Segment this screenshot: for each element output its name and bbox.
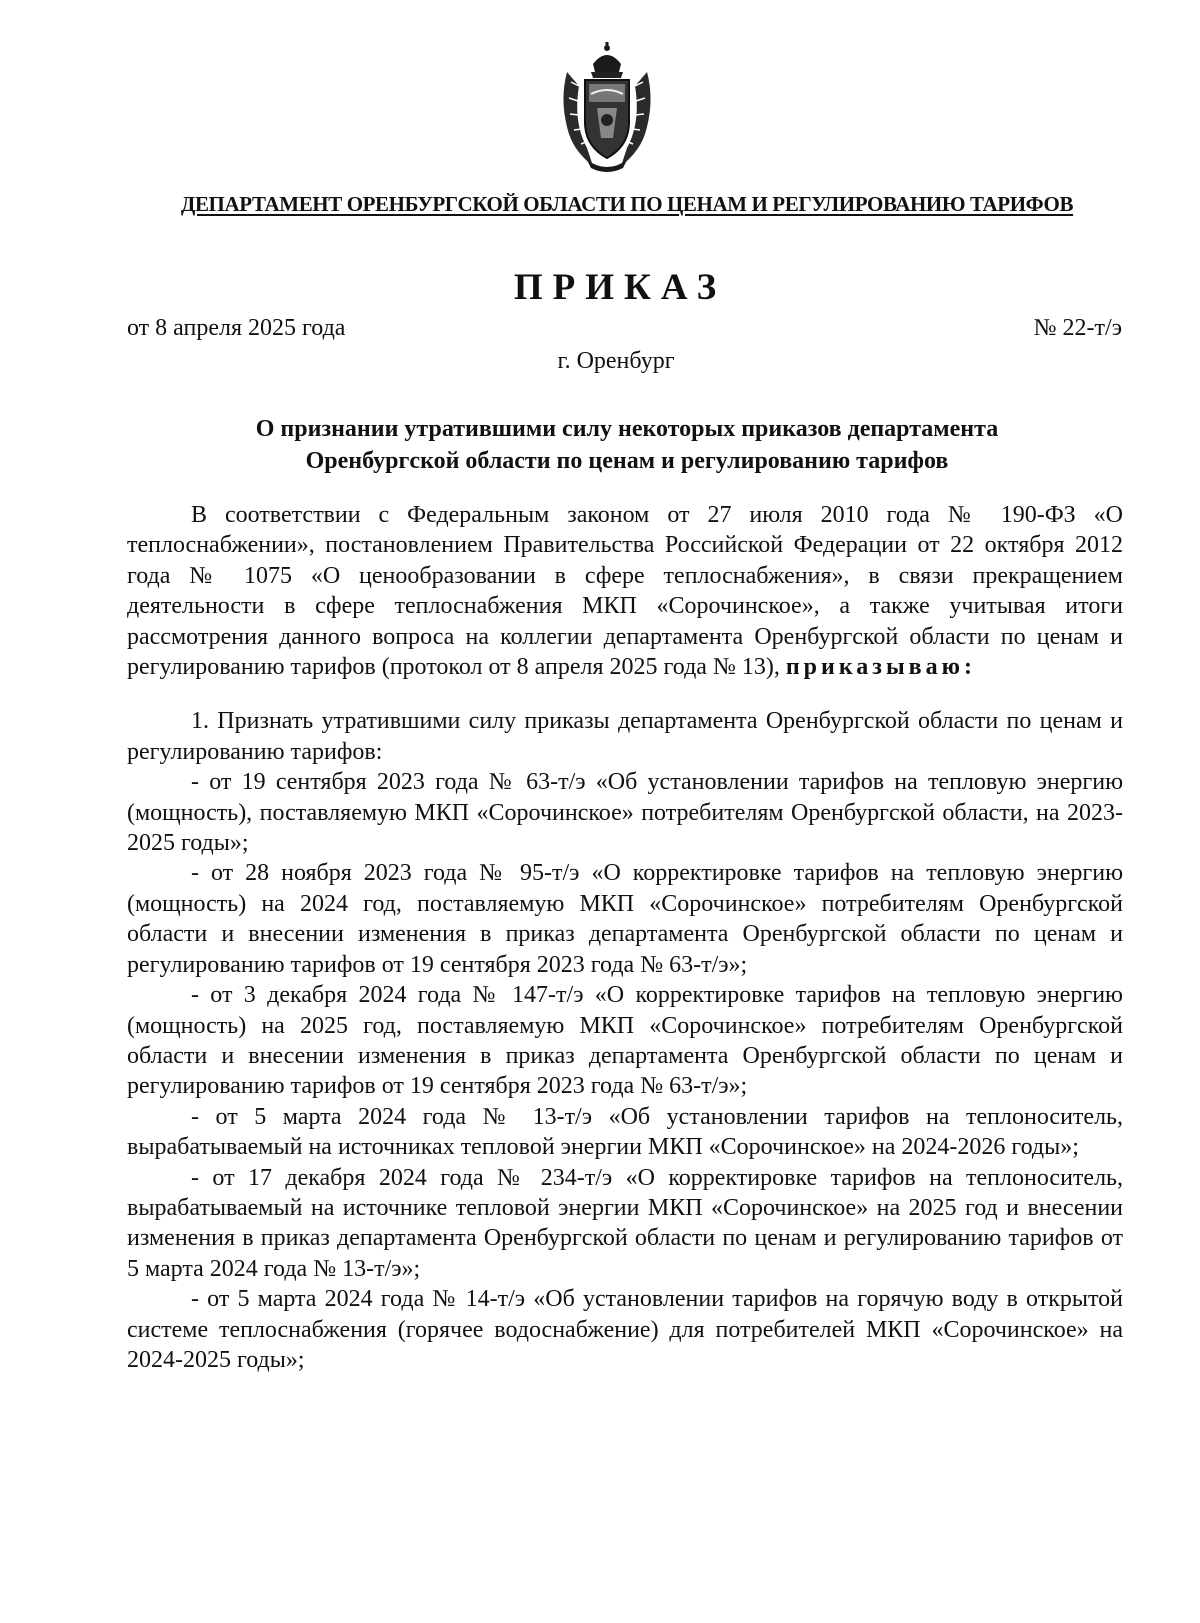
preamble-paragraph — [127, 500, 1123, 682]
coat-of-arms-icon — [557, 42, 657, 174]
repealed-order-item: - от 19 сентября 2023 года № 63-т/э «Об установлении тарифов на тепловую энергию (мощность), поставляемую МКП «Сорочинское» потребителям Оренбургской области, на 2023-2025 годы»; — [127, 769, 1123, 857]
order-date: от 8 апреля 2025 года — [127, 315, 346, 341]
repealed-order-item: - от 3 декабря 2024 года № 147-т/э «О корректировке тарифов на тепловую энергию (мощность) на 2025 год, поставляемую МКП «Сорочинское» потребителям Оренбургской области и внесении изменения в приказ департамента Оренбургской области по ценам и регулированию тарифов от 19 сентября 2023 года № 63-т/э»; — [127, 982, 1123, 1100]
order-body — [127, 500, 1123, 1375]
order-number: № 22-т/э — [1033, 315, 1122, 341]
repealed-order-item: - от 5 марта 2024 года № 13-т/э «Об установлении тарифов на теплоноситель, вырабатываемый на источниках тепловой энергии МКП «Сорочинское» на 2024-2026 годы»; — [127, 1103, 1123, 1161]
order-subject — [127, 413, 1127, 477]
order-word: приказываю: — [785, 654, 976, 681]
department-name: ДЕПАРТАМЕНТ ОРЕНБУРГСКОЙ ОБЛАСТИ ПО ЦЕНАМ И РЕГУЛИРОВАНИЮ ТАРИФОВ — [180, 192, 1074, 216]
order-city: г. Оренбург — [557, 348, 675, 374]
preamble-text: В соответствии с Федеральным законом от 27 июля 2010 года № 190-ФЗ «О теплоснабжении», постановлением Правительства Российской Федерации от 22 октября 2012 года № 1075 «О ценообразовании в сфере теплоснабжения», в связи прекращением деятельности в сфере теплоснабжения МКП «Сорочинское», а также учитывая итоги рассмотрения данного вопроса на коллегии департамента Оренбургской области по ценам и регулированию тарифов (протокол от 8 апреля 2025 года № 13), — [127, 502, 1123, 681]
subject-line: Оренбургской области по ценам и регулированию тарифов — [305, 448, 949, 474]
subject-line: О признании утратившими силу некоторых приказов департамента — [255, 416, 999, 442]
repealed-order-item: - от 17 декабря 2024 года № 234-т/э «О корректировке тарифов на теплоноситель, вырабатываемый на источнике тепловой энергии МКП «Сорочинское» на 2025 год и внесении изменения в приказ департамента Оренбургской области по ценам и регулированию тарифов от 5 марта 2024 года № 13-т/э»; — [127, 1164, 1123, 1282]
repealed-order-item: - от 28 ноября 2023 года № 95-т/э «О корректировке тарифов на тепловую энергию (мощность) на 2024 год, поставляемую МКП «Сорочинское» потребителям Оренбургской области и внесении изменения в приказ департамента Оренбургской области по ценам и регулированию тарифов от 19 сентября 2023 года № 63-т/э»; — [127, 860, 1123, 978]
point-1-intro: 1. Признать утратившими силу приказы департамента Оренбургской области по ценам и регулированию тарифов: — [127, 708, 1123, 765]
repealed-order-item: - от 5 марта 2024 года № 14-т/э «Об установлении тарифов на горячую воду в открытой системе теплоснабжения (горячее водоснабжение) для потребителей МКП «Сорочинское» на 2024-2025 годы»; — [127, 1286, 1123, 1373]
document-type-heading: ПРИКАЗ — [513, 267, 727, 308]
